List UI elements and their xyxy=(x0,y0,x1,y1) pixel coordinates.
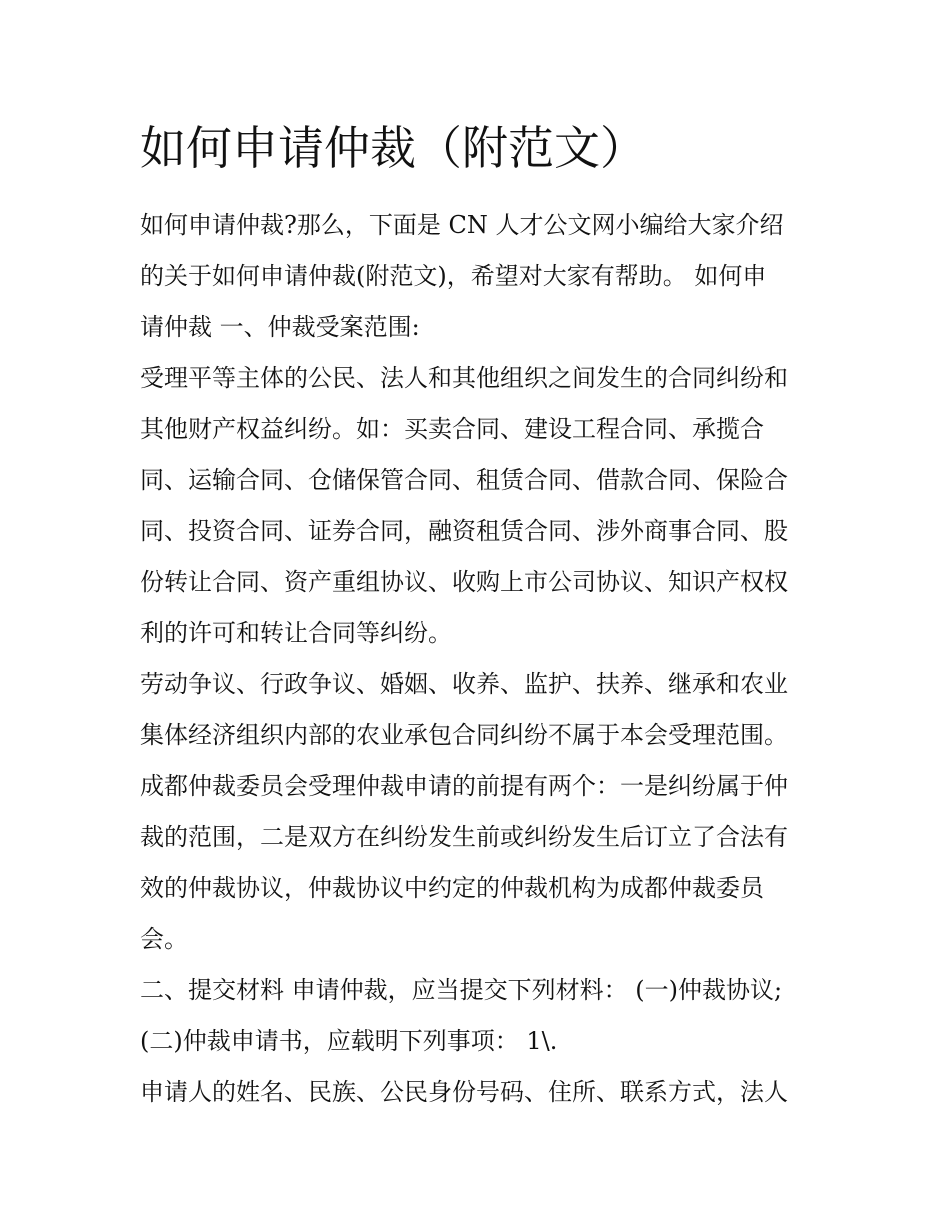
text-line: 的关于如何申请仲裁(附范文)，希望对大家有帮助。 如何申 xyxy=(140,262,767,290)
text-line: 成都仲裁委员会受理仲裁申请的前提有两个：一是纠纷属于仲 xyxy=(140,772,788,800)
text-line: 劳动争议、行政争议、婚姻、收养、监护、扶养、继承和农业 xyxy=(140,670,788,698)
text-line: 集体经济组织内部的农业承包合同纠纷不属于本会受理范围。 xyxy=(140,721,788,749)
body-text xyxy=(140,200,820,1118)
text-line: (二)仲裁申请书，应载明下列事项： 1\. xyxy=(140,1027,558,1055)
text-line: 如何申请仲裁?那么，下面是 CN 人才公文网小编给大家介绍 xyxy=(140,211,784,239)
text-line: 裁的范围，二是双方在纠纷发生前或纠纷发生后订立了合法有 xyxy=(140,823,788,851)
text-line: 同、运输合同、仓储保管合同、租赁合同、借款合同、保险合 xyxy=(140,466,788,494)
text-line: 同、投资合同、证券合同，融资租赁合同、涉外商事合同、股 xyxy=(140,517,788,545)
page-title: 如何申请仲裁（附范文） xyxy=(140,121,646,175)
text-line: 请仲裁 一、仲裁受案范围: xyxy=(140,313,420,341)
text-line: 二、提交材料 申请仲裁，应当提交下列材料： (一)仲裁协议; xyxy=(140,976,783,1004)
text-line: 效的仲裁协议，仲裁协议中约定的仲裁机构为成都仲裁委员 xyxy=(140,874,764,902)
text-line: 利的许可和转让合同等纠纷。 xyxy=(140,619,452,647)
text-line: 受理平等主体的公民、法人和其他组织之间发生的合同纠纷和 xyxy=(140,364,788,392)
text-line: 会。 xyxy=(140,925,188,953)
text-line: 申请人的姓名、民族、公民身份号码、住所、联系方式，法人 xyxy=(140,1078,788,1106)
text-line: 份转让合同、资产重组协议、收购上市公司协议、知识产权权 xyxy=(140,568,788,596)
text-line: 其他财产权益纠纷。如：买卖合同、建设工程合同、承揽合 xyxy=(140,415,764,443)
